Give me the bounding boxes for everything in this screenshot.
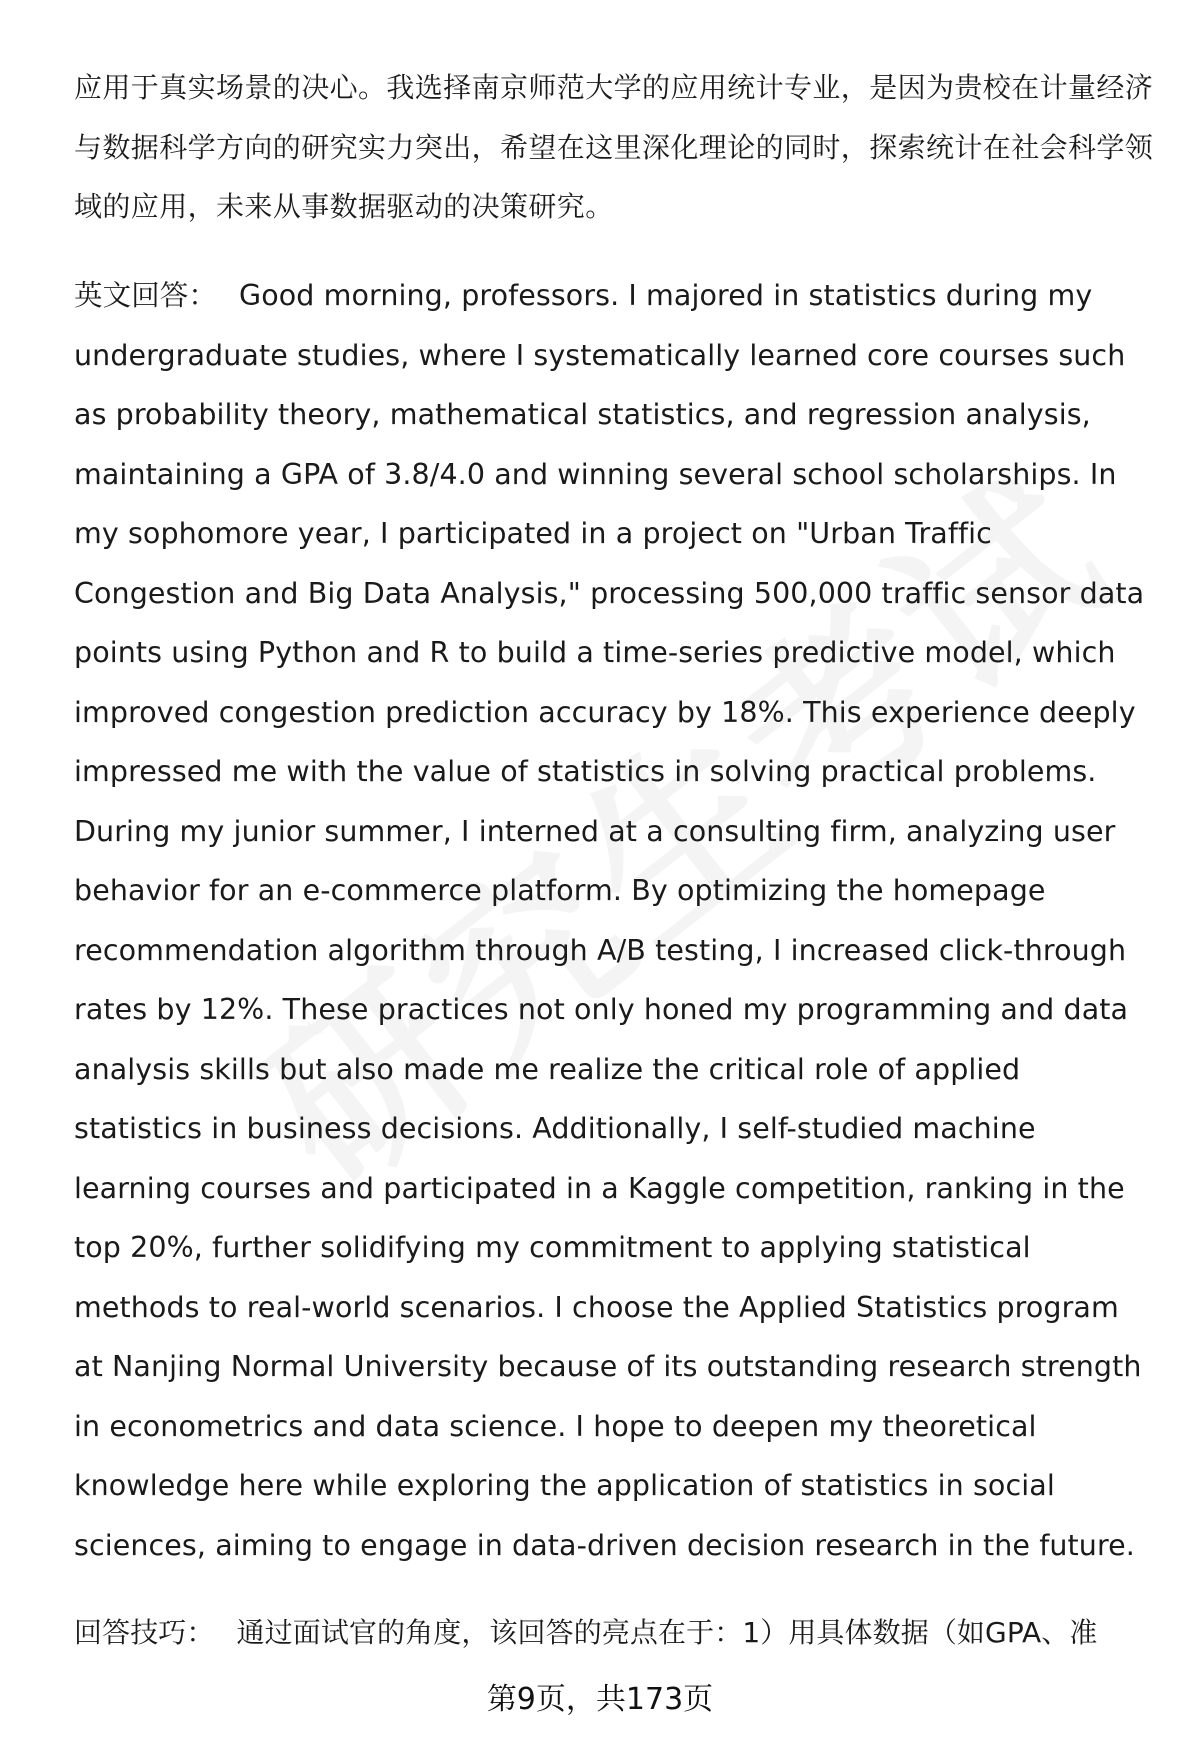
english-answer-text: Good morning, professors. I majored in statistics during my undergraduate studies, where I systematically learned core courses such as probability theory, mathematical statistics, and regression analysis, maintaining a GPA of 3.8/4.0 and winning several school scholarships. In my sophomore year, I participated in a project on "Urban Traffic Congestion and Big Data Analysis," processing 500,000 traffic sensor data points using Python and R to build a time-series predictive model, which improved congestion prediction accuracy by 18%. This experience deeply impressed me with the value of statistics in solving practical problems. During my junior summer, I interned at a consulting firm, analyzing user behavior for an e-commerce platform. By optimizing the homepage recommendation algorithm through A/B testing, I increased click-through rates by 12%. These practices not only honed my programming and data analysis skills but also made me realize the critical role of applied statistics in business decisions. Additionally, I self-studied machine learning courses and participated in a Kaggle competition, ranking in the top 20%, further solidifying my commitment to applying statistical methods to real-world scenarios. I choose the Applied Statistics program at Nanjing Normal University because of its outstanding research strength in econometrics and data science. I hope to deepen my theoretical knowledge here while exploring the application of statistics in social sciences, aiming to engage in data-driven decision research in the future. bbox=[74, 279, 1145, 1562]
page-number-footer: 第9页，共173页 bbox=[486, 1682, 714, 1717]
answer-tips-label: 回答技巧： bbox=[74, 1616, 215, 1649]
english-answer-paragraph bbox=[74, 266, 1154, 1575]
answer-tips-paragraph bbox=[74, 1603, 1154, 1663]
answer-tips-text: 通过面试官的角度，该回答的亮点在于：1）用具体数据（如GPA、准 bbox=[236, 1616, 1098, 1649]
chinese-continuation-paragraph: 应用于真实场景的决心。我选择南京师范大学的应用统计专业，是因为贵校在计量经济与数据科学方向的研究实力突出，希望在这里深化理论的同时，探索统计在社会科学领域的应用，未来从事数据驱动的决策研究。 bbox=[74, 71, 1154, 223]
english-answer-label: 英文回答： bbox=[74, 279, 218, 312]
